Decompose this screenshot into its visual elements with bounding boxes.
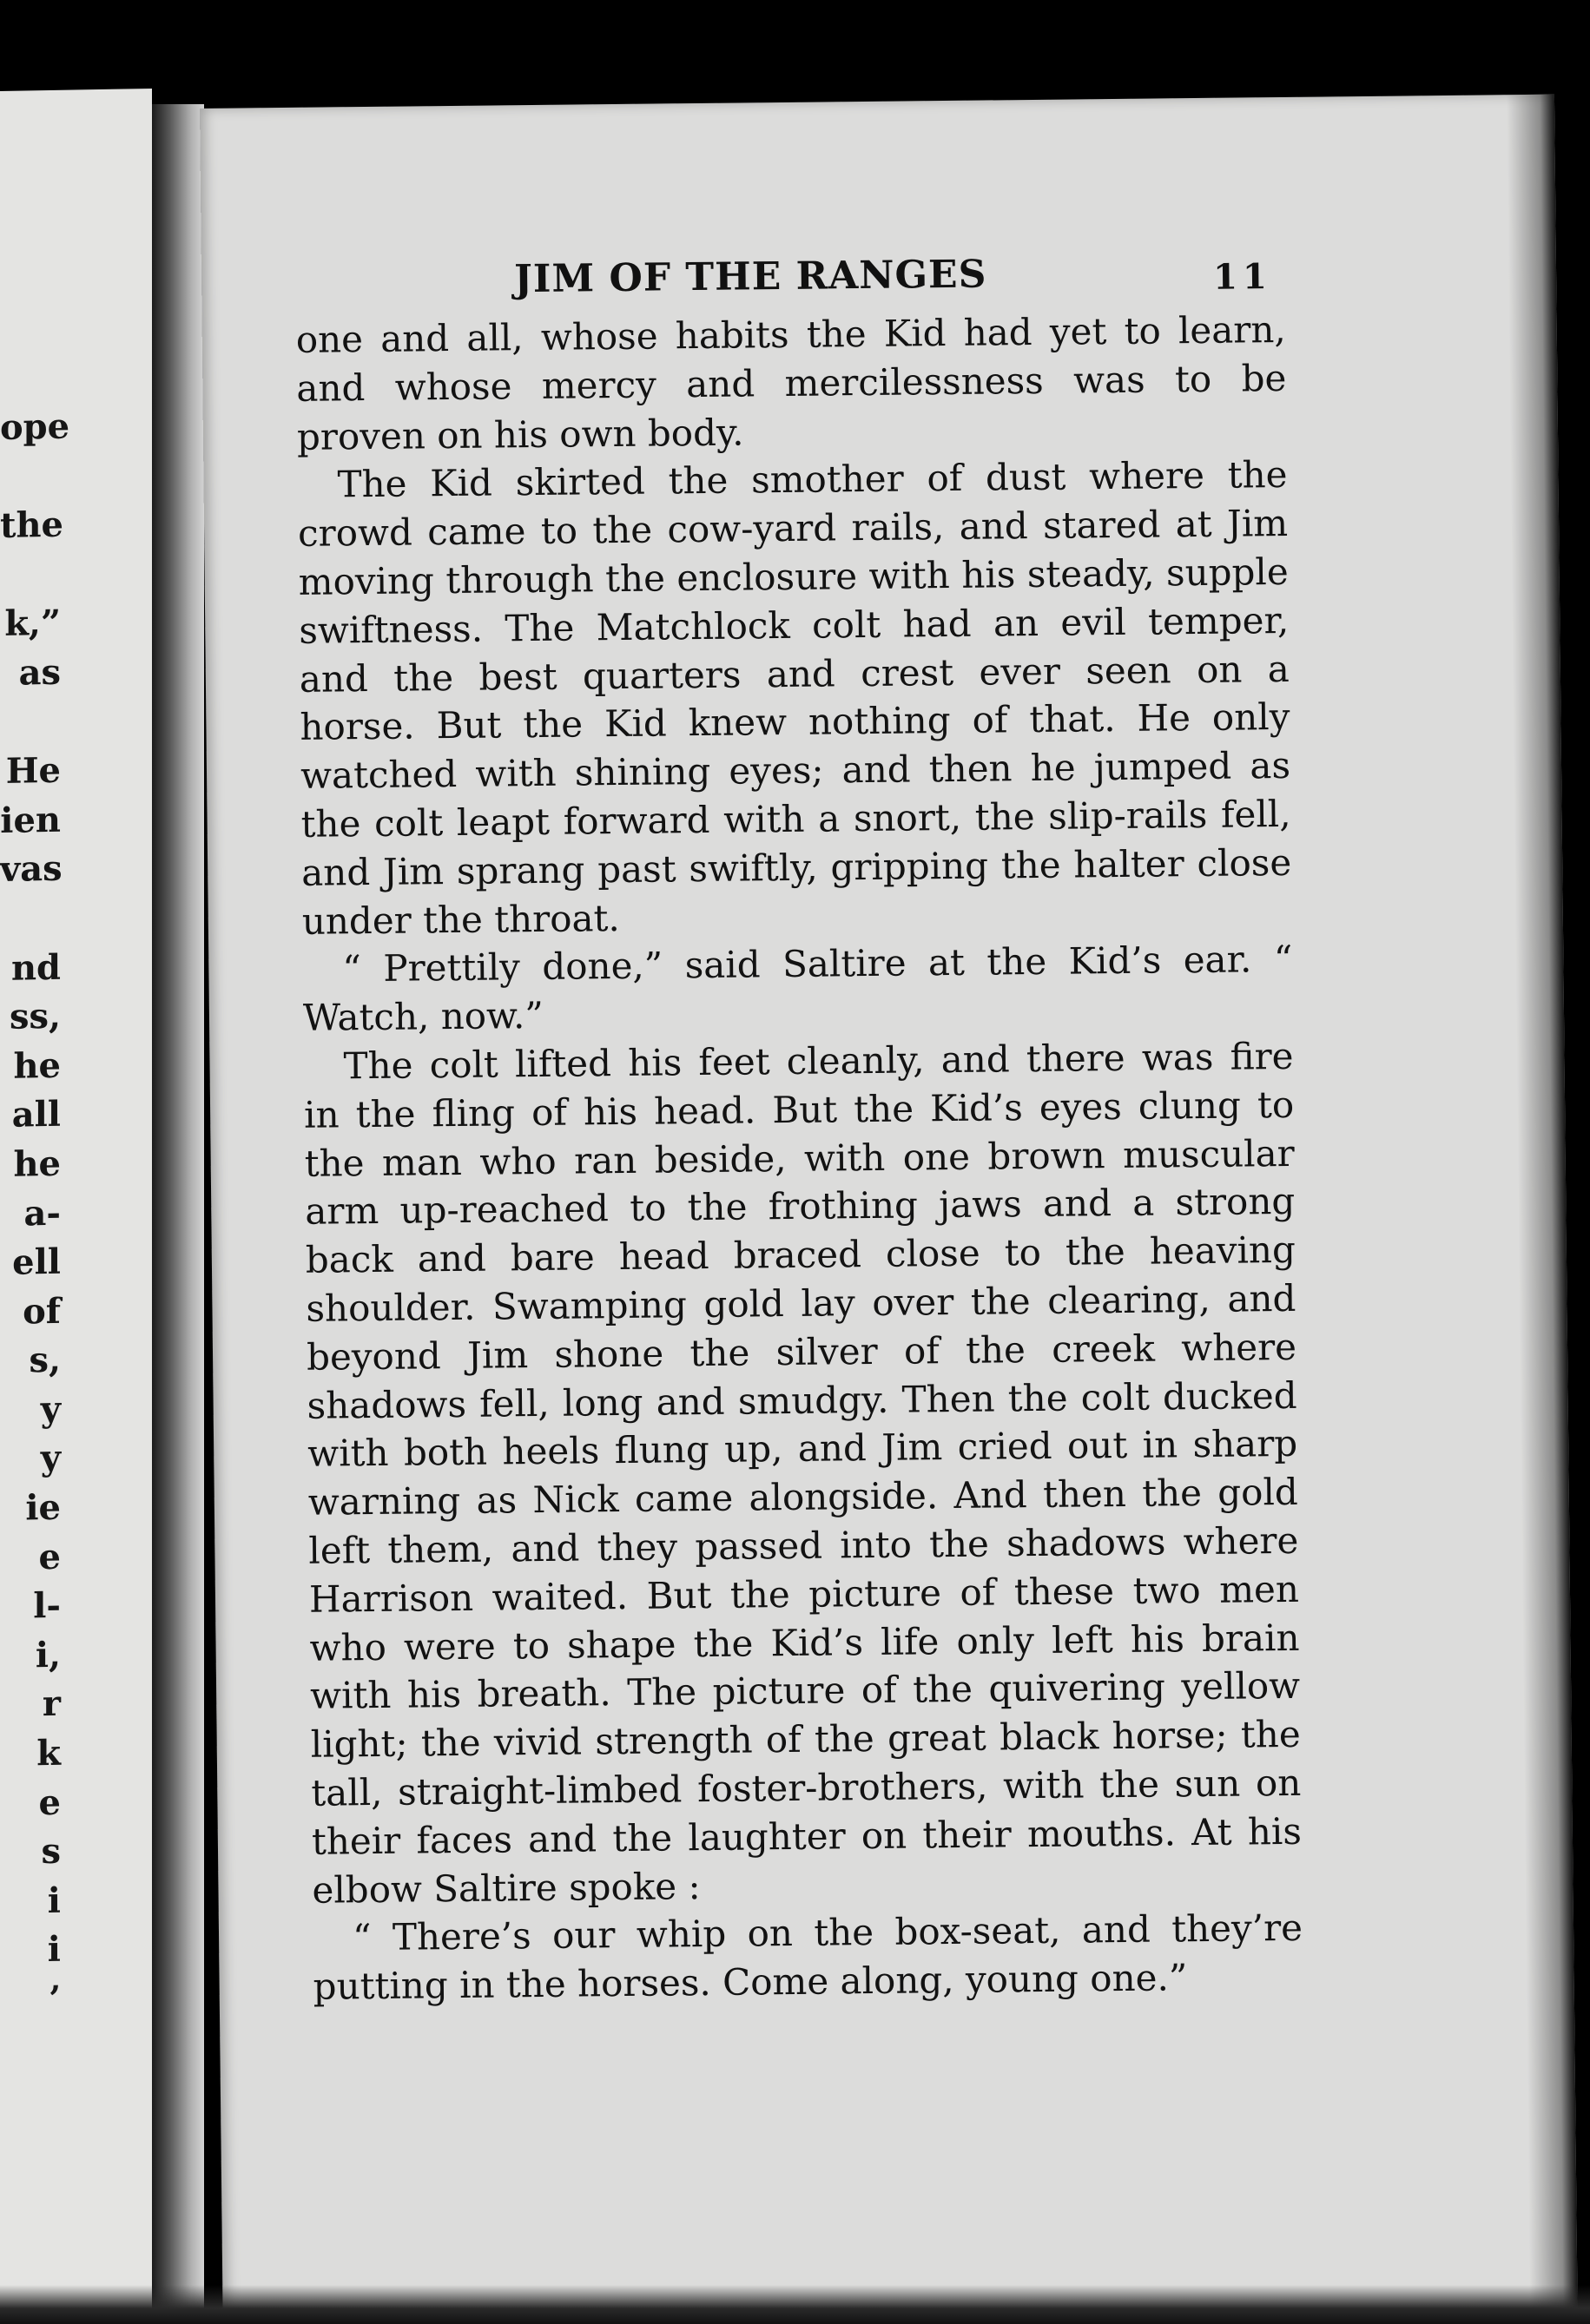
left-fragment: of [23,1290,61,1333]
left-page-text-fragments [0,403,70,2025]
left-fragment: he [13,1044,61,1087]
left-fragment: ’ [49,1978,61,2020]
left-fragment: all [11,1094,61,1136]
left-fragment: s [41,1830,61,1873]
left-fragment [0,894,61,945]
left-fragment: ss, [10,995,61,1037]
paragraph: “ Prettily done,” said Saltire at the Kid’s ear. “ Watch, now.” [302,938,1293,1039]
left-fragment: ell [12,1241,61,1283]
left-fragment: the [0,504,64,547]
paragraph: The colt lifted his feet cleanly, and there was fire in the fling of his head. But the Kid’s eyes clung to the man who ran beside, with one brown muscular arm up-reached to the frothing jaws and a strong back and bare head braced close to the heaving shoulder. Swamping gold lay over the clearing, and beyond Jim shone the silver of the creek where shadows fell, long and smudgy. Then the colt ducked with both heels flung up, and Jim cried out in sharp warning as Nick came alongside. And then the gold left them, and they passed into the shadows where Harrison waited. But the picture of these two men who were to shape the Kid’s life only left his brain with his breath. The picture of the quivering yellow light; the vivid strength of the great black horse; the tall, straight-limbed foster-brothers, with the sun on their faces and the laughter on their mouths. At his elbow Saltire spoke : [303,1034,1303,1912]
left-fragment: k [36,1732,61,1774]
book-page [200,95,1578,2324]
left-fragment: a- [23,1192,61,1234]
left-fragment: r [42,1683,61,1725]
left-fragment [0,697,61,747]
paragraph: The Kid skirted the smother of dust where the crowd came to the cow-yard rails, and stared at Jim moving through the enclosure with his steady, supple swiftness. The Matchlock colt had an evil temper, and the best quarters and crest ever seen on a horse. But the Kid knew nothing of that. He only watched with shining eyes; and then he jumped as the colt leapt forward with a snort, the slip-rails fell, and Jim sprang past swiftly, gripping the halter close under the throat. [297,453,1292,943]
left-fragment: e [38,1536,61,1577]
left-fragment: vas [0,848,63,891]
running-head: JIM OF THE RANGES [513,252,987,302]
left-fragment: y [40,1388,61,1431]
left-fragment: s, [29,1340,61,1381]
left-fragment: ie [25,1486,61,1529]
left-fragment: i, [35,1634,61,1676]
left-fragment: ien [0,799,61,841]
left-fragment: i [47,1880,61,1921]
left-facing-page [0,89,152,2324]
left-fragment: as [18,651,61,694]
left-fragment [0,550,61,601]
left-fragment: ope [0,405,70,448]
book-gutter-shadow [152,104,204,2324]
left-fragment: He [5,749,61,793]
body-text [296,306,1303,2011]
left-fragment: he [13,1142,61,1185]
paragraph: “ There’s our whip on the box-seat, and they’re putting in the horses. Come along, young one.” [313,1906,1303,2008]
left-fragment: i [47,1929,61,1971]
left-fragment [0,451,61,502]
left-fragment: y [40,1438,61,1479]
scan-bottom-edge [0,2285,1590,2324]
left-fragment: k,” [4,602,61,645]
paragraph: one and all, whose habits the Kid had yet to learn, and whose mercy and mercilessness was to be proven on his own body. [295,307,1287,458]
left-fragment: nd [10,946,61,989]
left-fragment: l- [33,1585,61,1627]
page-number: 11 [1212,256,1273,298]
left-fragment: e [38,1781,61,1823]
